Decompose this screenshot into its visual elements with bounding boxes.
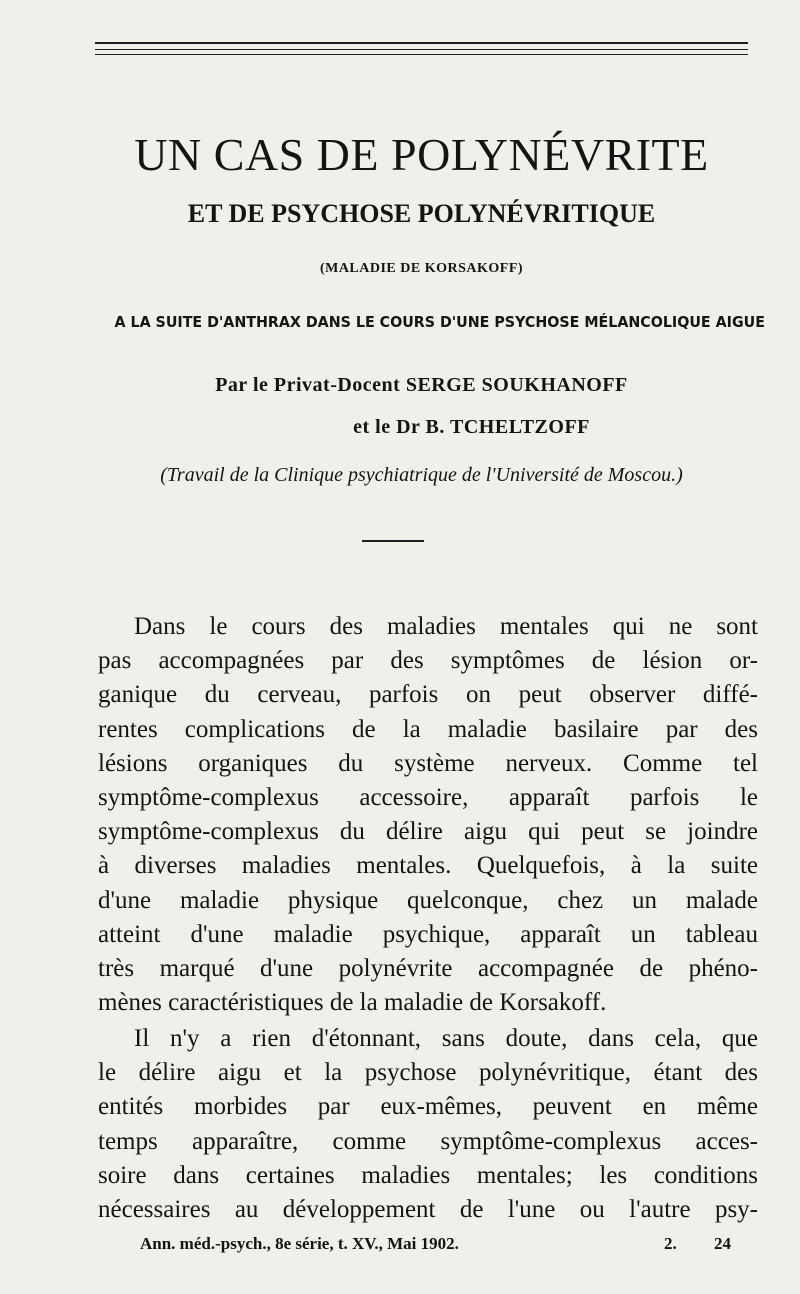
text-line: le délire aigu et la psychose polynévritique, étant des (98, 1059, 758, 1087)
article-subtitle: ET DE PSYCHOSE POLYNÉVRITIQUE (187, 199, 656, 228)
page-footer (140, 1234, 740, 1258)
text-line: entités morbides par eux-mêmes, peuvent en même (98, 1093, 758, 1121)
disease-name: (MALADIE DE KORSAKOFF) (319, 261, 524, 276)
paragraph-2 (98, 1022, 758, 1227)
text-line: Dans le cours des maladies mentales qui ne sont (134, 613, 758, 640)
text-line: temps apparaître, comme symptôme-complexus acces- (98, 1127, 758, 1155)
text-line: d'une maladie physique quelconque, chez un malade (98, 886, 758, 914)
text-line: ganique du cerveau, parfois on peut observer diffé- (98, 681, 758, 709)
text-line: soire dans certaines maladies mentales; les conditions (98, 1161, 758, 1189)
text-line: lésions organiques du système nerveux. Comme tel (98, 749, 758, 777)
text-line: mènes caractéristiques de la maladie de Korsakoff. (98, 989, 607, 1017)
text-line: symptôme-complexus du délire aigu qui peut se joindre (98, 818, 758, 846)
text-line: nécessaires au développement de l'une ou l'autre psy- (98, 1195, 758, 1223)
text-line: très marqué d'une polynévrite accompagnée de phéno- (98, 954, 758, 982)
text-line: atteint d'une maladie psychique, apparaît un tableau (98, 920, 758, 948)
text-line: symptôme-complexus accessoire, apparaît parfois le (98, 783, 758, 811)
journal-citation: Ann. méd.-psych., 8e série, t. XV., Mai 1902. (140, 1234, 459, 1253)
paragraph-1 (98, 610, 758, 1020)
section-separator (362, 540, 424, 542)
header-rule (95, 54, 748, 55)
author-line-2: et le Dr B. TCHELTZOFF (353, 416, 590, 438)
article-title: UN CAS DE POLYNÉVRITE (134, 129, 709, 180)
affiliation: (Travail de la Clinique psychiatrique de l'Université de Moscou.) (160, 464, 683, 486)
text-line: à diverses maladies mentales. Quelquefois, à la suite (98, 852, 758, 880)
text-line: rentes complications de la maladie basilaire par des (98, 715, 758, 743)
sheet-signature: 2. (664, 1234, 677, 1253)
page-number: 24 (714, 1234, 731, 1253)
article-context: A LA SUITE D'ANTHRAX DANS LE COURS D'UNE PSYCHOSE MÉLANCOLIQUE AIGUE (114, 313, 765, 331)
header-rule (95, 49, 748, 50)
text-line: pas accompagnées par des symptômes de lésion or- (98, 647, 758, 675)
text-line: Il n'y a rien d'étonnant, sans doute, dans cela, que (134, 1025, 758, 1052)
header-rule (95, 42, 748, 44)
author-line-1: Par le Privat-Docent SERGE SOUKHANOFF (215, 374, 628, 396)
